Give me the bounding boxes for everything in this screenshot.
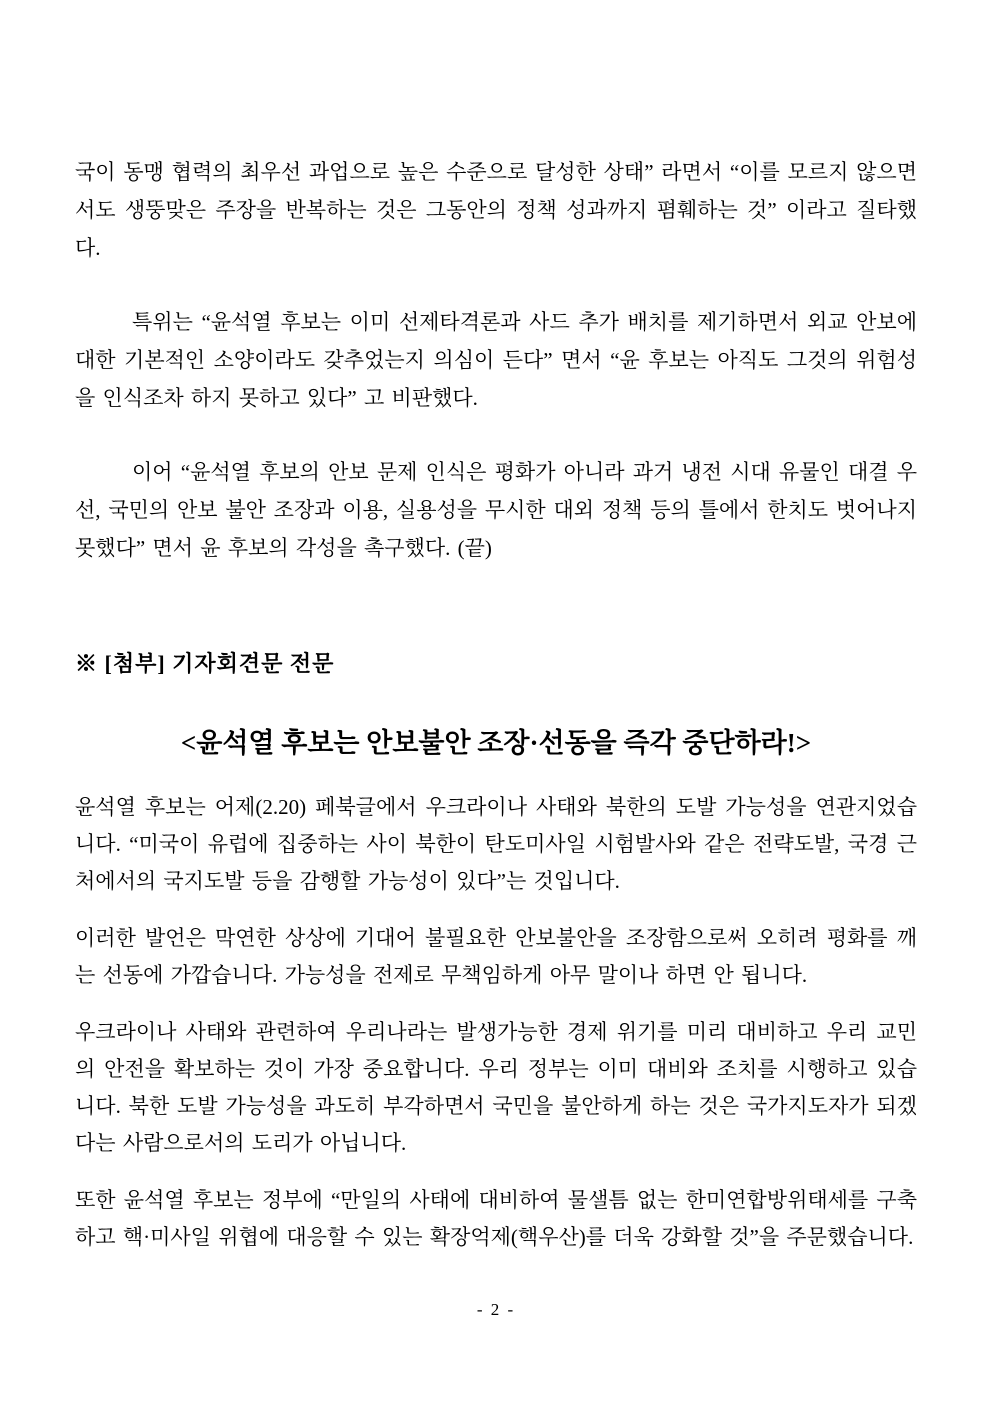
statement-paragraph: 또한 윤석열 후보는 정부에 “만일의 사태에 대비하여 물샐틈 없는 한미연합방위태세를 구축하고 핵·미사일 위협에 대응할 수 있는 확장억제(핵우산)를 더욱 강화할 것”을 주문했습니다.: [75, 1188, 917, 1249]
body-paragraph: 이어 “윤석열 후보의 안보 문제 인식은 평화가 아니라 과거 냉전 시대 유물인 대결 우선, 국민의 안보 불안 조장과 이용, 실용성을 무시한 대외 정책 등의 틀에서 한치도 벗어나지 못했다” 면서 윤 후보의 각성을 촉구했다. (끝): [75, 460, 917, 560]
statement-title: <윤석열 후보는 안보불안 조장·선동을 즉각 중단하라!>: [180, 728, 812, 758]
body-paragraph: 특위는 “윤석열 후보는 이미 선제타격론과 사드 추가 배치를 제기하면서 외교 안보에 대한 기본적인 소양이라도 갖추었는지 의심이 든다” 면서 “윤 후보는 아직도 그것의 위험성을 인식조차 하지 못하고 있다” 고 비판했다.: [75, 310, 917, 410]
body-paragraph: 국이 동맹 협력의 최우선 과업으로 높은 수준으로 달성한 상태” 라면서 “이를 모르지 않으면서도 생뚱맞은 주장을 반복하는 것은 그동안의 정책 성과까지 폄훼하는 것” 이라고 질타했다.: [75, 160, 917, 260]
statement-paragraph: 이러한 발언은 막연한 상상에 기대어 불필요한 안보불안을 조장함으로써 오히려 평화를 깨는 선동에 가깝습니다. 가능성을 전제로 무책임하게 아무 말이나 하면 안 됩니다.: [75, 926, 917, 987]
statement-paragraph: 우크라이나 사태와 관련하여 우리나라는 발생가능한 경제 위기를 미리 대비하고 우리 교민의 안전을 확보하는 것이 가장 중요합니다. 우리 정부는 이미 대비와 조치를 시행하고 있습니다. 북한 도발 가능성을 과도히 부각하면서 국민을 불안하게 하는 것은 국가지도자가 되겠다는 사람으로서의 도리가 아닙니다.: [75, 1020, 917, 1155]
statement-paragraph: 윤석열 후보는 어제(2.20) 페북글에서 우크라이나 사태와 북한의 도발 가능성을 연관지었습니다. “미국이 유럽에 집중하는 사이 북한이 탄도미사일 시험발사와 같은 전략도발, 국경 근처에서의 국지도발 등을 감행할 가능성이 있다”는 것입니다.: [75, 795, 917, 893]
attachment-heading: ※ [첨부] 기자회견문 전문: [75, 651, 335, 676]
page-number: - 2 -: [476, 1300, 516, 1319]
document-content: [75, 153, 917, 1276]
